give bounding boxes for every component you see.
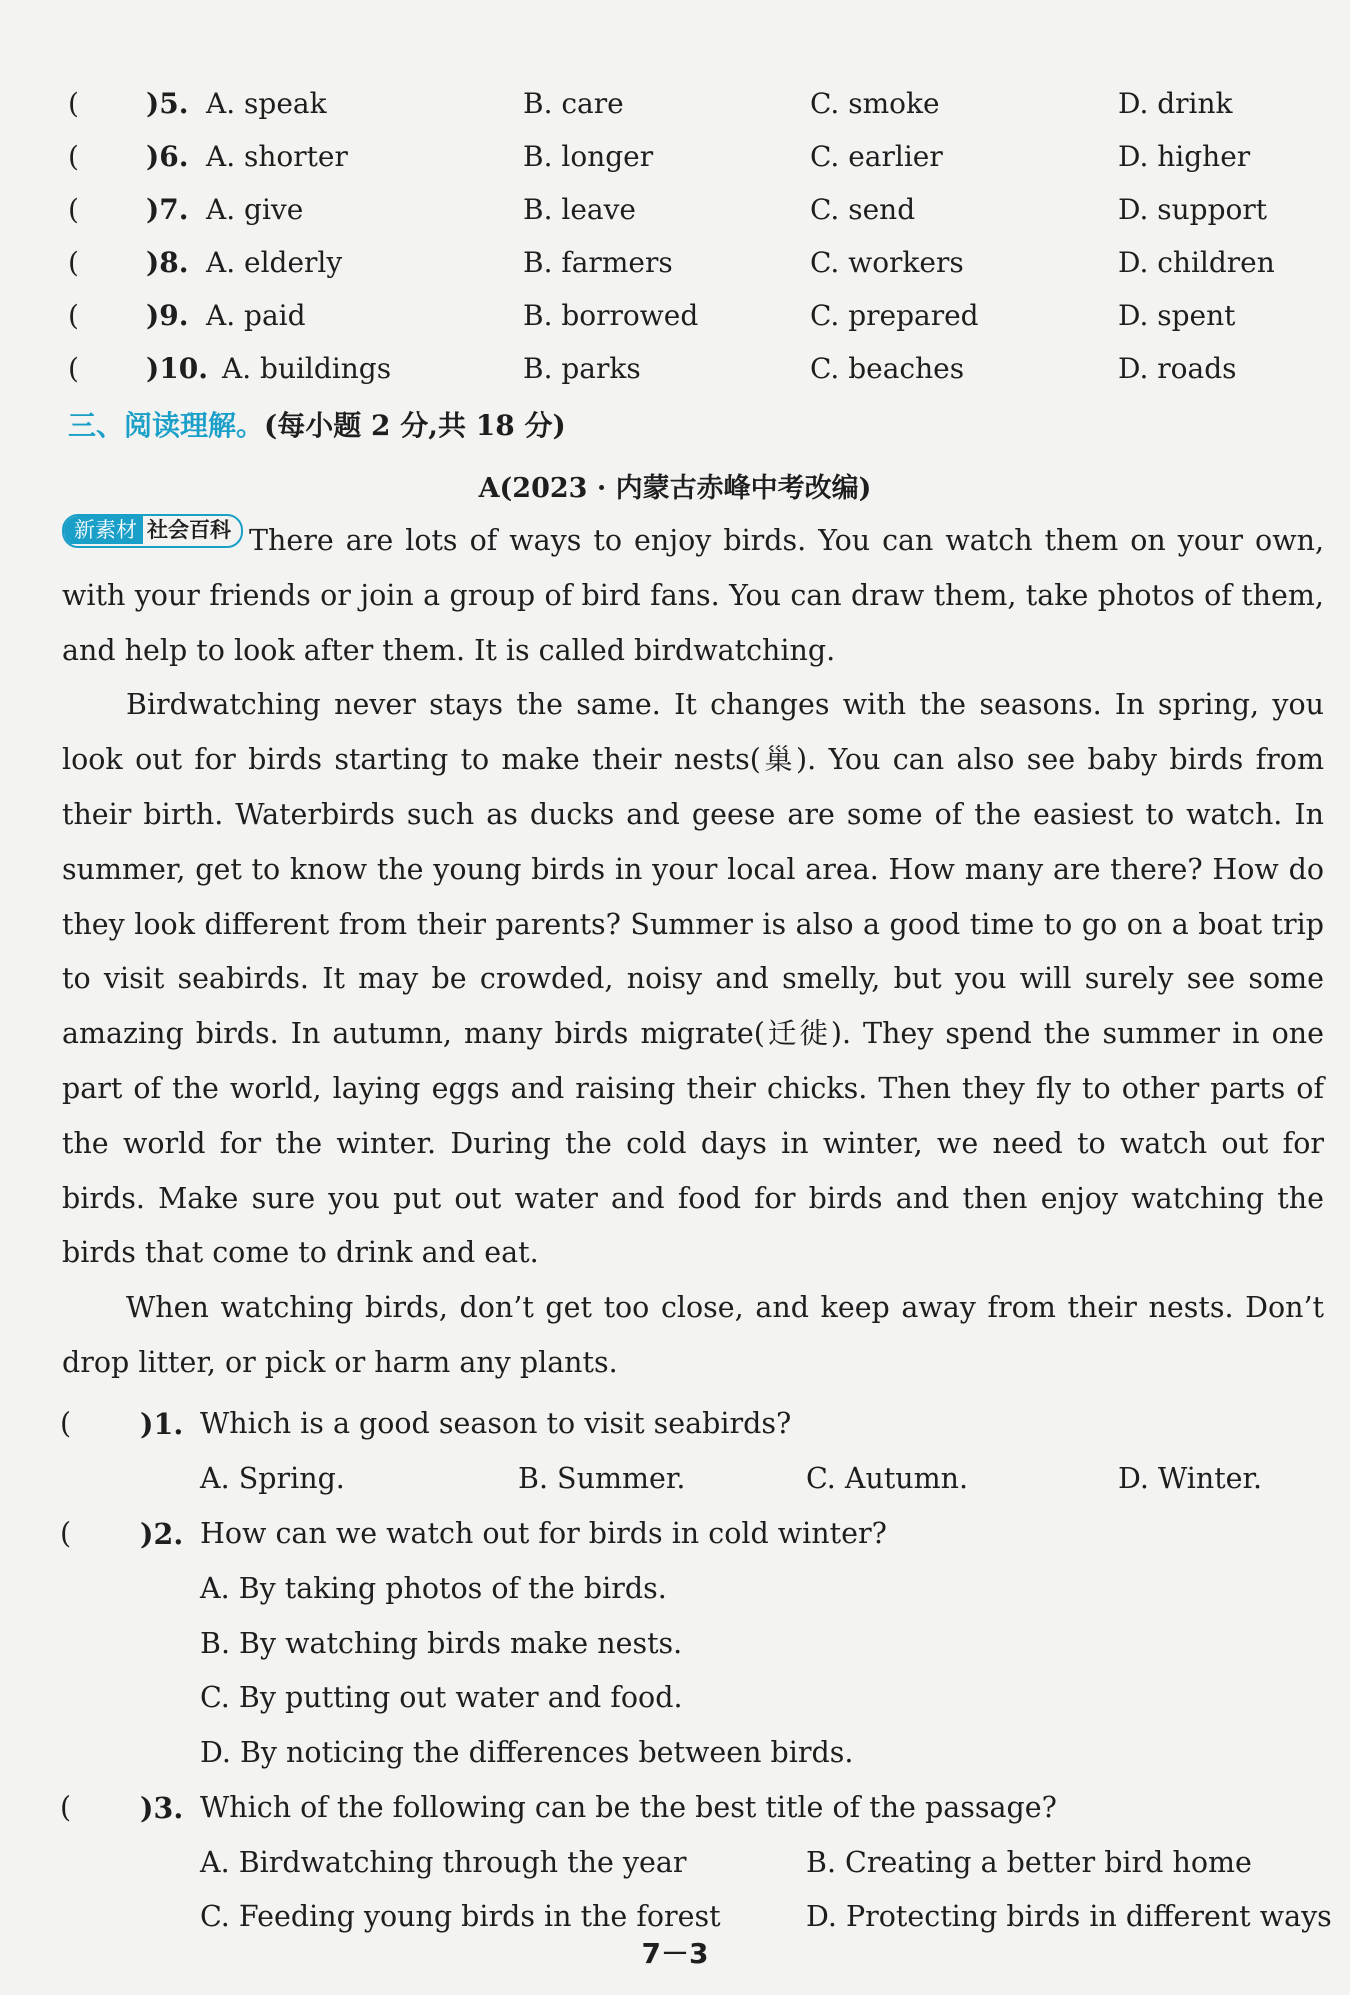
reading-passage (62, 514, 1324, 1391)
question-number: )3. (140, 1791, 184, 1825)
answer-paren: ( (60, 1517, 72, 1550)
question-stem: How can we watch out for birds in cold winter? (200, 1517, 887, 1550)
question-number: )2. (140, 1517, 184, 1551)
q3-option-d: D. Protecting birds in different ways (806, 1900, 1332, 1933)
material-tag-category: 社会百科 (147, 518, 231, 542)
answer-paren: ( (68, 193, 79, 226)
answer-paren: ( (68, 352, 79, 385)
section-heading (68, 404, 566, 444)
question-number: )5. (146, 87, 189, 120)
page-number: 7－3 (641, 1937, 709, 1970)
option-d: D. drink (1118, 87, 1233, 120)
option-c: C. send (810, 193, 916, 226)
answer-paren: ( (68, 246, 79, 279)
question-number: )6. (146, 140, 189, 173)
option-c: C. workers (810, 246, 964, 279)
option-a: A. paid (206, 299, 306, 332)
option-b: B. farmers (523, 246, 673, 279)
q3-option-b: B. Creating a better bird home (806, 1846, 1252, 1879)
q1-option-b: B. Summer. (518, 1462, 686, 1495)
option-b: B. borrowed (523, 299, 699, 332)
option-d: D. roads (1118, 352, 1237, 385)
q2-option-a: A. By taking photos of the birds. (200, 1572, 667, 1605)
option-a: A. elderly (206, 246, 343, 279)
q1-option-c: C. Autumn. (806, 1462, 969, 1495)
option-a: A. give (206, 193, 304, 226)
option-b: B. parks (523, 352, 641, 385)
answer-paren: ( (60, 1791, 72, 1824)
answer-paren: ( (68, 87, 79, 120)
option-d: D. higher (1118, 140, 1251, 173)
q2-option-b: B. By watching birds make nests. (200, 1627, 683, 1660)
option-c: C. smoke (810, 87, 940, 120)
answer-paren: ( (60, 1407, 72, 1440)
q2-option-c: C. By putting out water and food. (200, 1681, 683, 1714)
question-stem: Which is a good season to visit seabirds? (200, 1407, 792, 1440)
material-tag (62, 514, 243, 548)
q3-option-c: C. Feeding young birds in the forest (200, 1900, 721, 1933)
option-b: B. longer (523, 140, 654, 173)
question-stem: Which of the following can be the best title of the passage? (200, 1791, 1057, 1824)
option-a: A. speak (206, 87, 327, 120)
q1-option-a: A. Spring. (200, 1462, 345, 1495)
option-c: C. earlier (810, 140, 943, 173)
option-d: D. children (1118, 246, 1275, 279)
section-score-note: (每小题 2 分,共 18 分) (264, 409, 566, 442)
question-number: )10. (146, 352, 208, 385)
passage-paragraph-1 (62, 514, 1324, 678)
option-d: D. support (1118, 193, 1267, 226)
q1-option-d: D. Winter. (1118, 1462, 1263, 1495)
passage-paragraph-2: Birdwatching never stays the same. It changes with the seasons. In spring, you look out for birds starting to make their nests(巢). You can also see baby birds from their birth. Waterbirds such as ducks and geese are some of the easiest to watch. In summer, get to know the young birds in your local area. How many are there? How do they look different from their parents? Summer is also a good time to go on a boat trip to visit seabirds. It may be crowded, noisy and smelly, but you will surely see some amazing birds. In autumn, many birds migrate(迁徙). They spend the summer in one part of the world, laying eggs and raising their chicks. Then they fly to other parts of the world for the winter. During the cold days in winter, we need to watch out for birds. Make sure you put out water and food for birds and then enjoy watching the birds that come to drink and eat. (62, 688, 1324, 1270)
material-tag-new: 新素材 (64, 516, 143, 544)
option-a: A. buildings (222, 352, 392, 385)
q2-option-d: D. By noticing the differences between birds. (200, 1736, 854, 1769)
option-b: B. care (523, 87, 624, 120)
answer-paren: ( (68, 299, 79, 332)
answer-paren: ( (68, 140, 79, 173)
question-number: )9. (146, 299, 189, 332)
question-number: )8. (146, 246, 189, 279)
passage-paragraph-3: When watching birds, don’t get too close, and keep away from their nests. Don’t drop litter, or pick or harm any plants. (62, 1291, 1324, 1379)
question-number: )7. (146, 193, 189, 226)
option-c: C. prepared (810, 299, 979, 332)
option-d: D. spent (1118, 299, 1236, 332)
option-a: A. shorter (206, 140, 348, 173)
question-number: )1. (140, 1407, 184, 1441)
section-title: 三、阅读理解。 (68, 409, 265, 442)
q3-option-a: A. Birdwatching through the year (200, 1846, 687, 1879)
paragraph-text: There are lots of ways to enjoy birds. You can watch them on your own, with your friends or join a group of bird fans. You can draw them, take photos of them, and help to look after them. It is called birdwatching. (62, 524, 1324, 667)
option-c: C. beaches (810, 352, 965, 385)
option-b: B. leave (523, 193, 636, 226)
passage-title: A(2023 · 内蒙古赤峰中考改编) (478, 473, 872, 504)
